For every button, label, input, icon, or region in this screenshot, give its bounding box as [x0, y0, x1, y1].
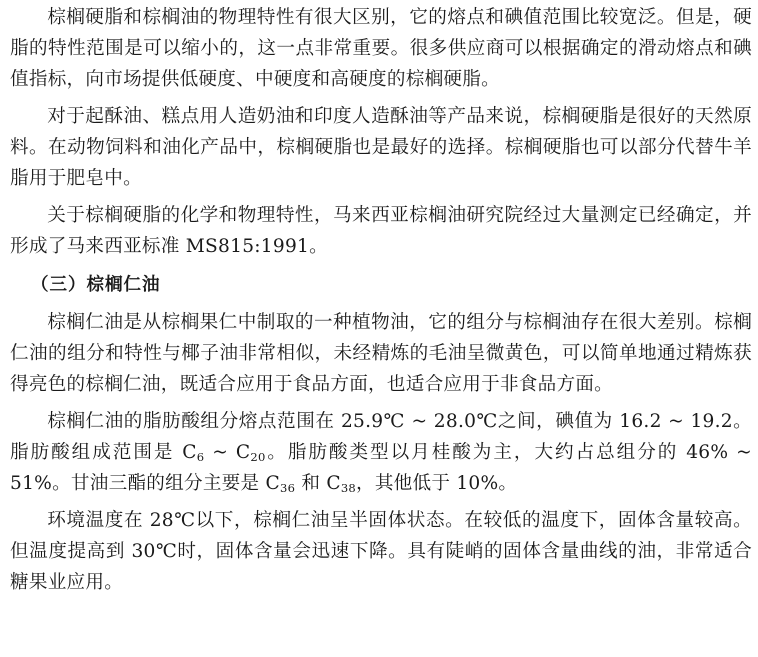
paragraph-palm-kernel-oil-temperature: 环境温度在 28℃以下，棕榈仁油呈半固体状态。在较低的温度下，固体含量较高。但温度提高到 30℃时，固体含量会迅速下降。具有陡峭的固体含量曲线的油，非常适合糖果业应用。: [10, 510, 752, 593]
text-run: 。脂肪酸类型以月桂酸为主，大约占总组分的 46% ~ 51%。甘油三酯的组分主要是 C: [10, 442, 752, 494]
text-run: 棕榈仁油的脂肪酸组分熔点范围在 25.9℃ ~ 28.0℃之间，碘值为 16.2 ~ 19.2。脂肪酸组成范围是 C: [10, 411, 752, 463]
paragraph-palm-stearin-standard: 关于棕榈硬脂的化学和物理特性，马来西亚棕榈油研究院经过大量测定已经确定，并形成了马来西亚标准 MS815:1991。: [10, 205, 752, 257]
paragraph-palm-kernel-oil-composition: [10, 406, 752, 499]
section-heading-palm-kernel-oil: （三）棕榈仁油: [31, 275, 161, 295]
subscript: 20: [250, 449, 266, 464]
text-run: ~ C: [204, 442, 251, 463]
subscript: 6: [196, 449, 205, 464]
subscript: 38: [340, 480, 356, 495]
paragraph-palm-stearin-uses: 对于起酥油、糕点用人造奶油和印度人造酥油等产品来说，棕榈硬脂是很好的天然原料。在动物饲料和油化产品中，棕榈硬脂也是最好的选择。棕榈硬脂也可以部分代替牛羊脂用于肥皂中。: [10, 106, 752, 189]
document-page: [10, 2, 752, 598]
paragraph-palm-kernel-oil-intro: 棕榈仁油是从棕榈果仁中制取的一种植物油，它的组分与棕榈油存在很大差别。棕榈仁油的组分和特性与椰子油非常相似，未经精炼的毛油呈微黄色，可以简单地通过精炼获得亮色的棕榈仁油，既适合应用于食品方面，也适合应用于非食品方面。: [10, 312, 752, 395]
text-run: 和 C: [295, 473, 341, 494]
subscript: 36: [280, 480, 296, 495]
text-run: ，其他低于 10%。: [355, 473, 518, 494]
paragraph-palm-stearin-properties: 棕榈硬脂和棕榈油的物理特性有很大区别，它的熔点和碘值范围比较宽泛。但是，硬脂的特性范围是可以缩小的，这一点非常重要。很多供应商可以根据确定的滑动熔点和碘值指标，向市场提供低硬度、中硬度和高硬度的棕榈硬脂。: [10, 7, 752, 90]
